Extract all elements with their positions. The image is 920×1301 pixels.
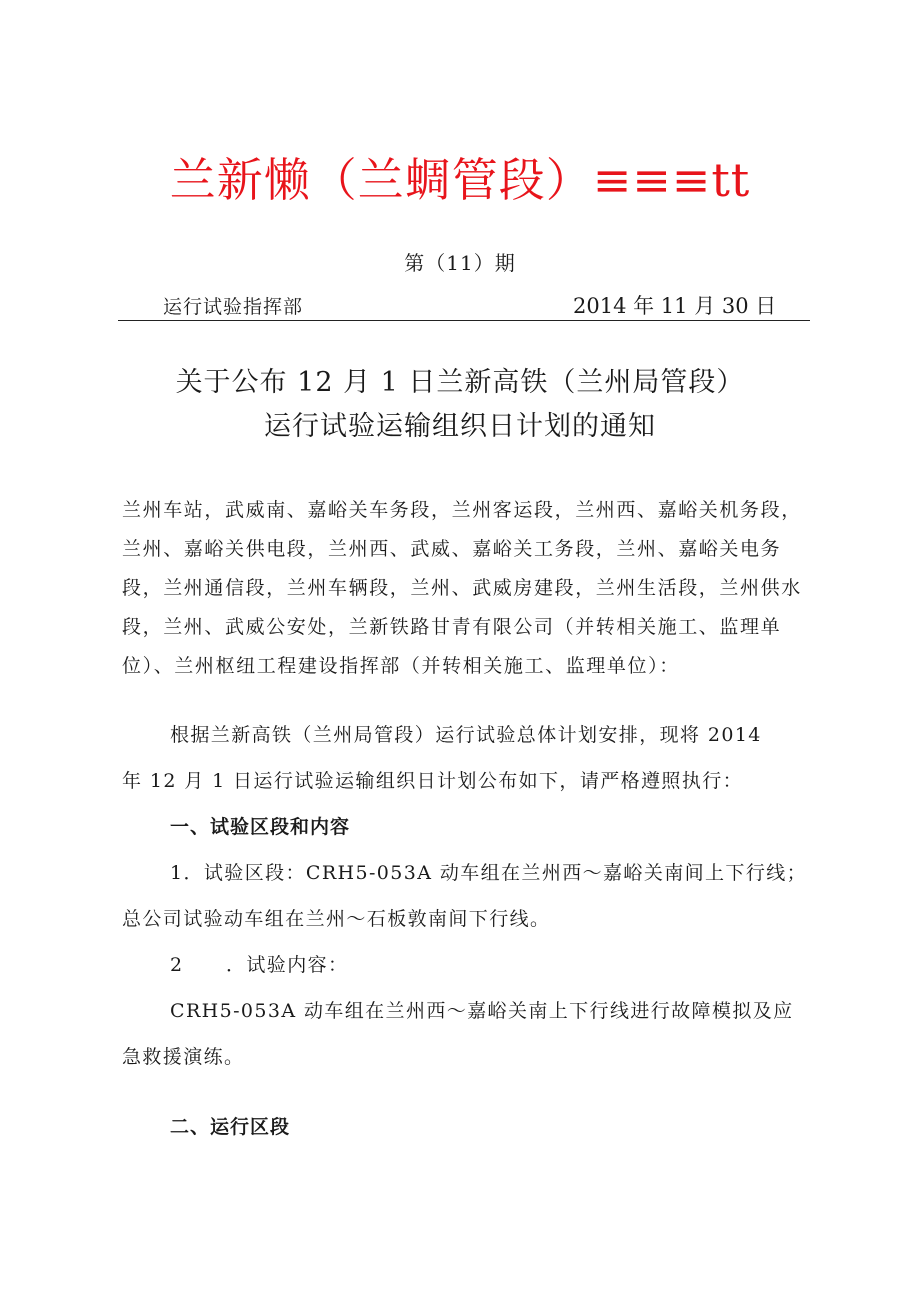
section-1-heading: 一、试验区段和内容 <box>170 816 351 838</box>
recipients-paragraph: 兰州车站，武威南、嘉峪关车务段，兰州客运段，兰州西、嘉峪关机务段，兰州、嘉峪关供电段，兰州西、武威、嘉峪关工务段，兰州、嘉峪关电务段，兰州通信段，兰州车辆段，兰州、武威房建段，兰州生活段，兰州供水段，兰州、武威公安处，兰新铁路甘青有限公司（并转相关施工、监理单位）、兰州枢纽工程建设指挥部（并转相关施工、监理单位）： <box>122 499 802 677</box>
item-2-line-2: 急救援演练。 <box>122 1046 245 1068</box>
issuer-name: 运行试验指挥部 <box>163 296 304 318</box>
issue-number: 第（11）期 <box>404 251 516 275</box>
intro-line-2: 年 12 月 1 日运行试验运输组织日计划公布如下，请严格遵照执行： <box>122 770 744 792</box>
item-2-line-1: CRH5-053A 动车组在兰州西～嘉峪关南上下行线进行故障模拟及应 <box>170 1000 794 1022</box>
document-masthead: 兰新懒（兰蜩管段）≡≡≡tt <box>169 153 751 207</box>
notice-title-line-1: 关于公布 12 月 1 日兰新高铁（兰州局管段） <box>175 367 745 398</box>
notice-title-line-2: 运行试验运输组织日计划的通知 <box>264 411 656 442</box>
header-divider <box>118 320 810 321</box>
item-1-line-1: 1．试验区段：CRH5-053A 动车组在兰州西～嘉峪关南间上下行线； <box>170 862 808 884</box>
item-2-number: 2 <box>170 954 184 976</box>
item-2-label: ．试验内容： <box>226 954 349 976</box>
issue-date: 2014 年 11 月 30 日 <box>573 294 777 318</box>
intro-line-1: 根据兰新高铁（兰州局管段）运行试验总体计划安排，现将 2014 <box>170 724 762 746</box>
item-1-line-2: 总公司试验动车组在兰州～石板敦南间下行线。 <box>122 908 551 930</box>
section-2-heading: 二、运行区段 <box>170 1116 291 1138</box>
